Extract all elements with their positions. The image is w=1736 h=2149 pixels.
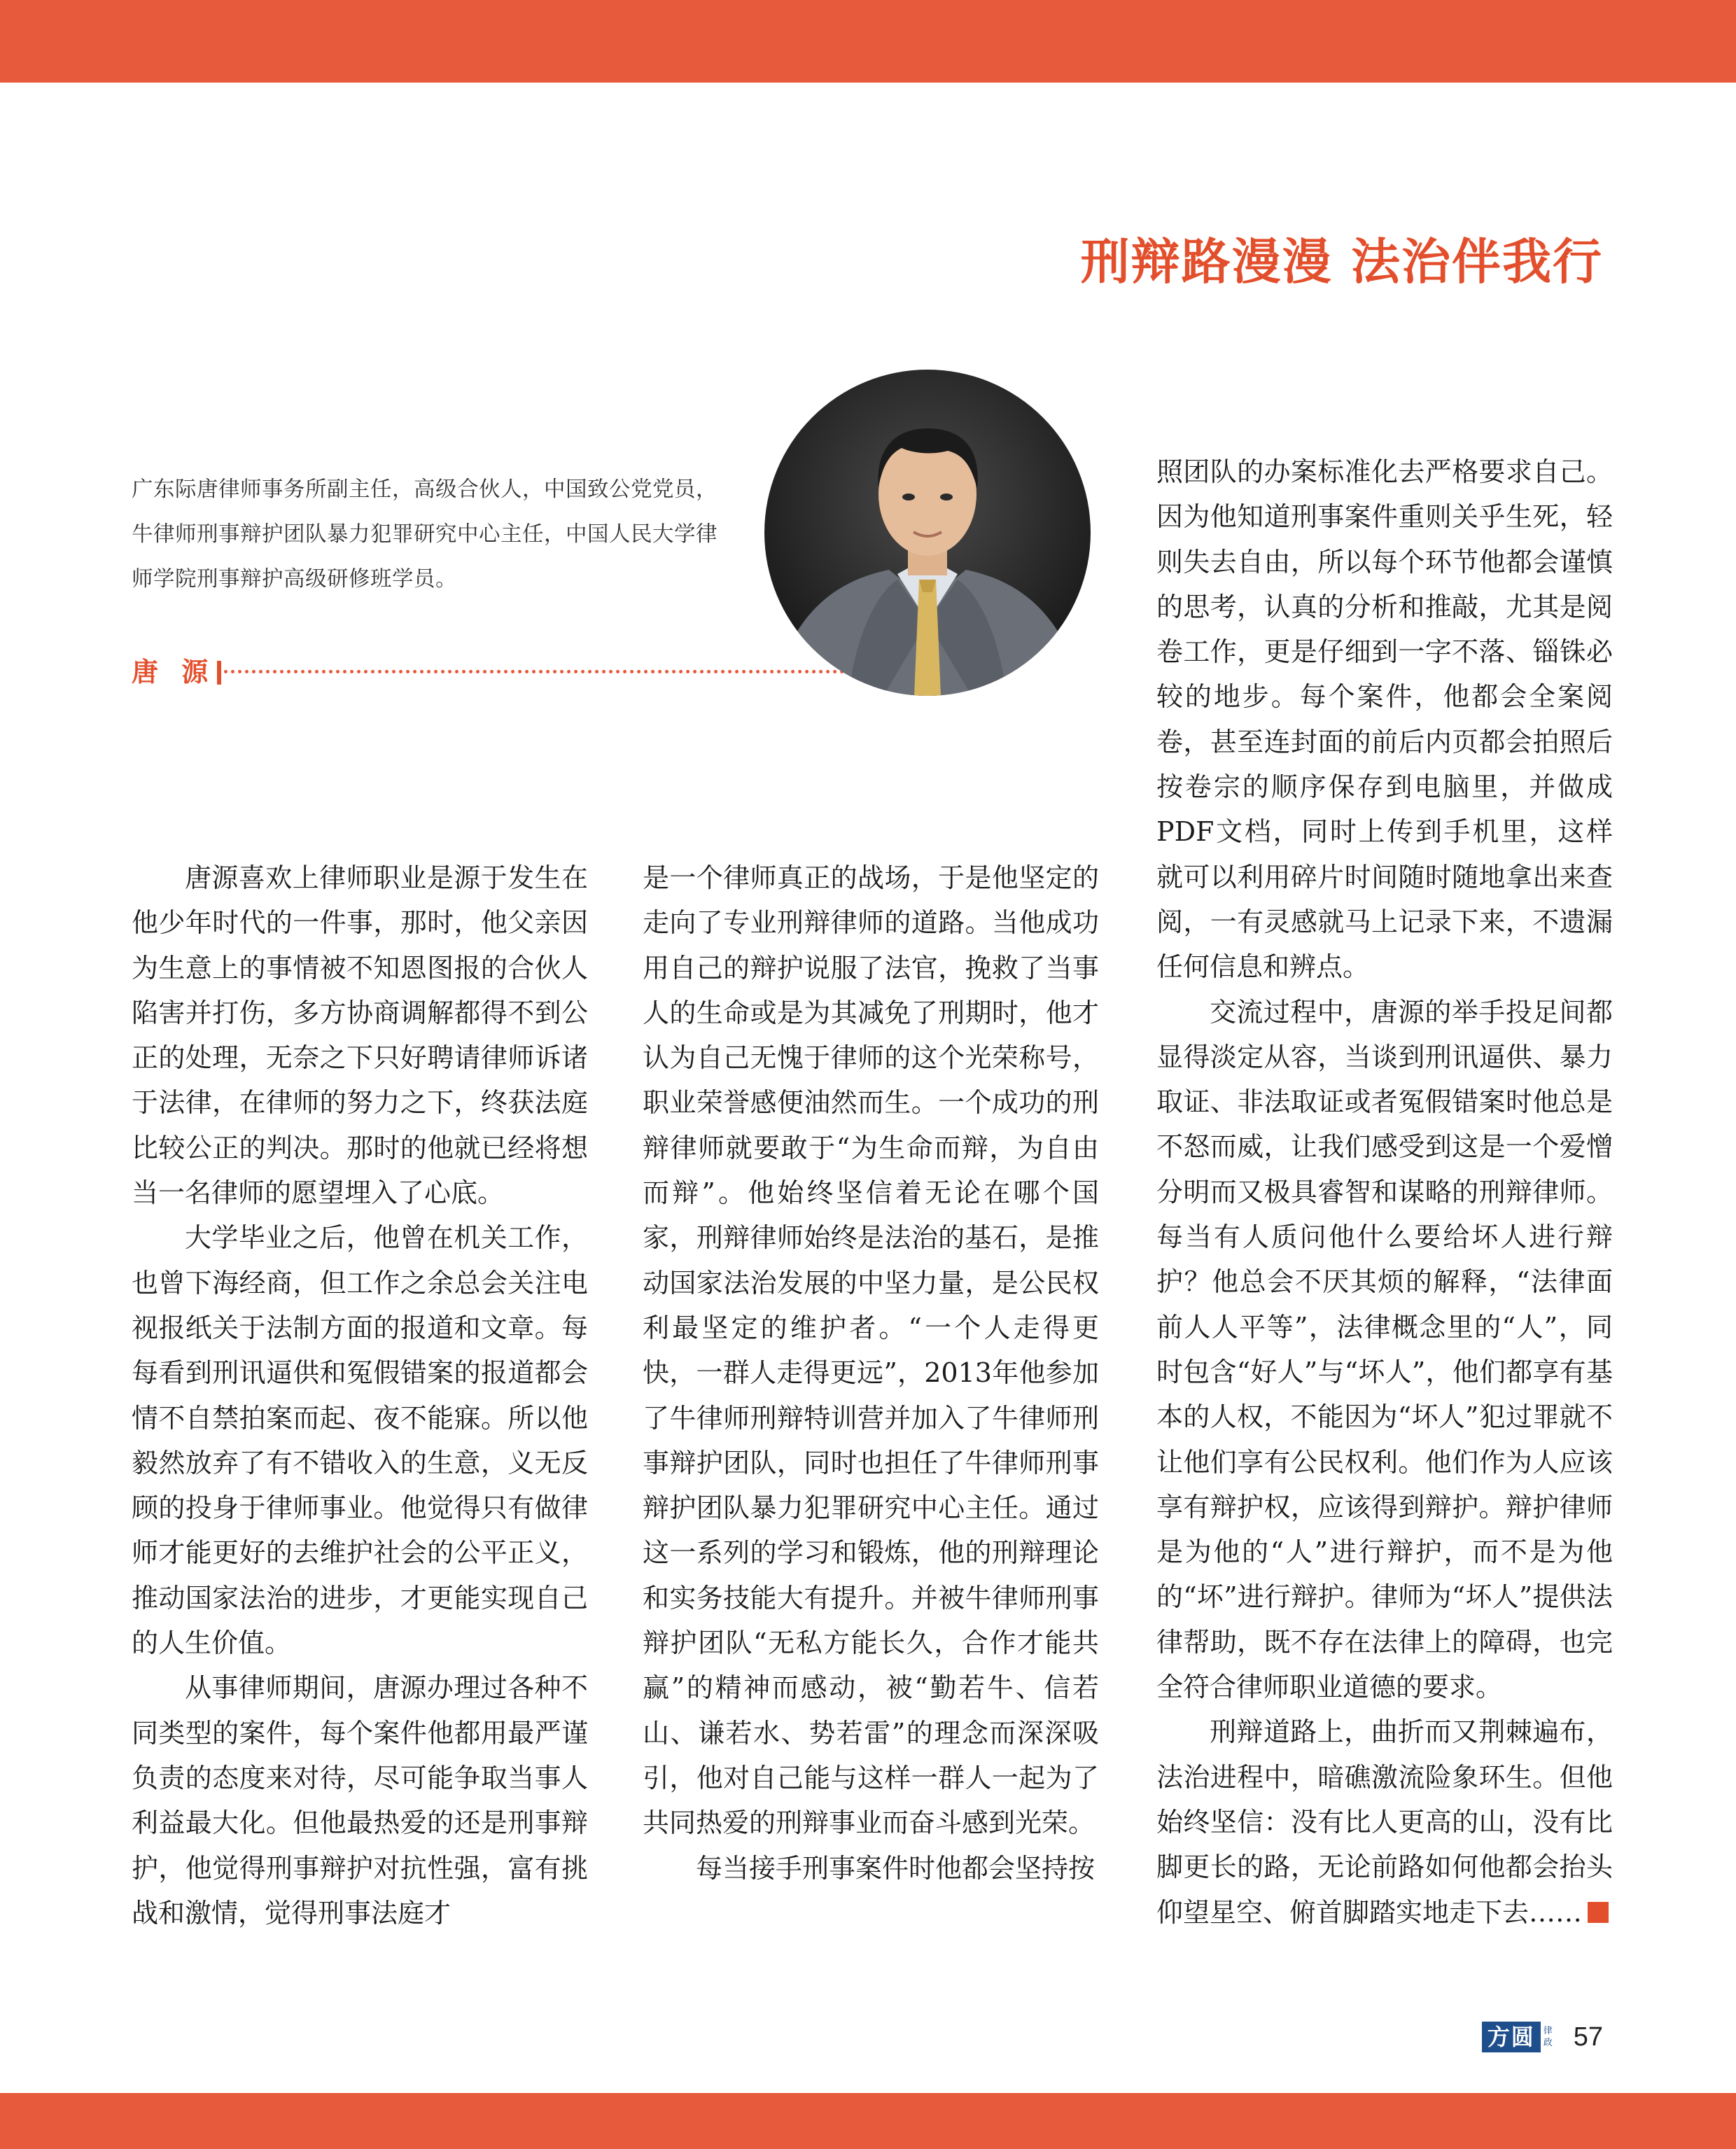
article-column-2 (643, 855, 1099, 1891)
page-folio (1482, 2019, 1603, 2055)
bottom-color-band (0, 2093, 1736, 2149)
end-of-article-mark (1588, 1902, 1609, 1923)
paragraph: 照团队的办案标准化去严格要求自己。因为他知道刑事案件重则关乎生死，轻则失去自由，所以每个环节他都会谨慎的思考，认真的分析和推敲，尤其是阅卷工作，更是仔细到一字不落、锱铢必较的地步。每个案件，他都会全案阅卷，甚至连封面的前后内页都会拍照后按卷宗的顺序保存到电脑里，并做成PDF文档，同时上传到手机里，这样就可以利用碎片时间随时随地拿出来查阅，一有灵感就马上记录下来，不遗漏任何信息和辨点。 (1156, 456, 1613, 983)
top-color-band (0, 0, 1736, 83)
paragraph: 交流过程中，唐源的举手投足间都显得淡定从容，当谈到刑讯逼供、暴力取证、非法取证或者冤假错案时他总是不怒而威，让我们感受到这是一个爱憎分明而又极具睿智和谋略的刑辩律师。每当有人质问他什么要给坏人进行辩护？他总会不厌其烦的解释，“法律面前人人平等”，法律概念里的“人”，同时包含“好人”与“坏人”，他们都享有基本的人权，不能因为“坏人”犯过罪就不让他们享有公民权利。他们作为人应该享有辩护权，应该得到辩护。辩护律师是为他的“人”进行辩护，而不是为他的“坏”进行辩护。律师为“坏人”提供法律帮助，既不存在法律上的障碍，也完全符合律师职业道德的要求。 (1156, 996, 1613, 1703)
page-number: 57 (1573, 2022, 1603, 2052)
closing-paragraph-text: 刑辩道路上，曲折而又荆棘遍布，法治进程中，暗礁激流险象环生。但他始终坚信：没有比人更高的山，没有比脚更长的路，无论前路如何他都会抬头仰望星空、俯首脚踏实地走下去…… (1156, 1716, 1613, 1928)
paragraph: 是一个律师真正的战场，于是他坚定的走向了专业刑辩律师的道路。当他成功用自己的辩护说服了法官，挽救了当事人的生命或是为其减免了刑期时，他才认为自己无愧于律师的这个光荣称号，职业荣誉感便油然而生。一个成功的刑辩律师就要敢于“为生命而辩，为自由而辩”。他始终坚信着无论在哪个国家，刑辩律师始终是法治的基石，是推动国家法治发展的中坚力量，是公民权利最坚定的维护者。“一个人走得更快，一群人走得更远”，2013年他参加了牛律师刑辩特训营并加入了牛律师刑事辩护团队，同时也担任了牛律师刑事辩护团队暴力犯罪研究中心主任。通过这一系列的学习和锻炼，他的刑辩理论和实务技能大有提升。并被牛律师刑事辩护团队“无私方能长久，合作才能共赢”的精神而感动，被“勤若牛、信若山、谦若水、势若雷”的理念而深深吸引，他对自己能与这样一群人一起为了共同热爱的刑辩事业而奋斗感到光荣。 (643, 862, 1099, 1839)
paragraph: 从事律师期间，唐源办理过各种不同类型的案件，每个案件他都用最严谨负责的态度来对待，尽可能争取当事人利益最大化。但他最热爱的还是刑事辩护，他觉得刑事辩护对抗性强，富有挑战和激情，觉得刑事法庭才 (132, 1672, 588, 1928)
article-title: 刑辩路漫漫 法治伴我行 (1080, 233, 1603, 290)
paragraph: 唐源喜欢上律师职业是源于发生在他少年时代的一件事，那时，他父亲因为生意上的事情被不知恩图报的合伙人陷害并打伤，多方协商调解都得不到公正的处理，无奈之下只好聘请律师诉诸于法律，在律师的努力之下，终获法庭比较公正的判决。那时的他就已经将想当一名律师的愿望埋入了心底。 (132, 862, 588, 1209)
article-column-3 (1156, 449, 1613, 1935)
author-bio: 广东际唐律师事务所副主任，高级合伙人，中国致公党党员，牛律师刑事辩护团队暴力犯罪研究中心主任，中国人民大学律师学院刑事辩护高级研修班学员。 (132, 477, 718, 592)
paragraph (1156, 1709, 1613, 1934)
paragraph: 每当接手刑事案件时他都会坚持按 (696, 1852, 1096, 1884)
magazine-logo-subtitle: 律 政 (1543, 2026, 1553, 2048)
magazine-logo: 方圆 (1482, 2022, 1541, 2052)
author-portrait (764, 370, 1091, 696)
author-name: 唐 源 (132, 657, 216, 687)
dotted-leader-line (224, 670, 844, 673)
article-column-1 (132, 855, 588, 1935)
paragraph: 大学毕业之后，他曾在机关工作，也曾下海经商，但工作之余总会关注电视报纸关于法制方面的报道和文章。每每看到刑讯逼供和冤假错案的报道都会情不自禁拍案而起、夜不能寐。所以他毅然放弃了有不错收入的生意，义无反顾的投身于律师事业。他觉得只有做律师才能更好的去维护社会的公平正义，推动国家法治的进步，才更能实现自己的人生价值。 (132, 1222, 588, 1659)
name-divider-bar (217, 661, 221, 685)
